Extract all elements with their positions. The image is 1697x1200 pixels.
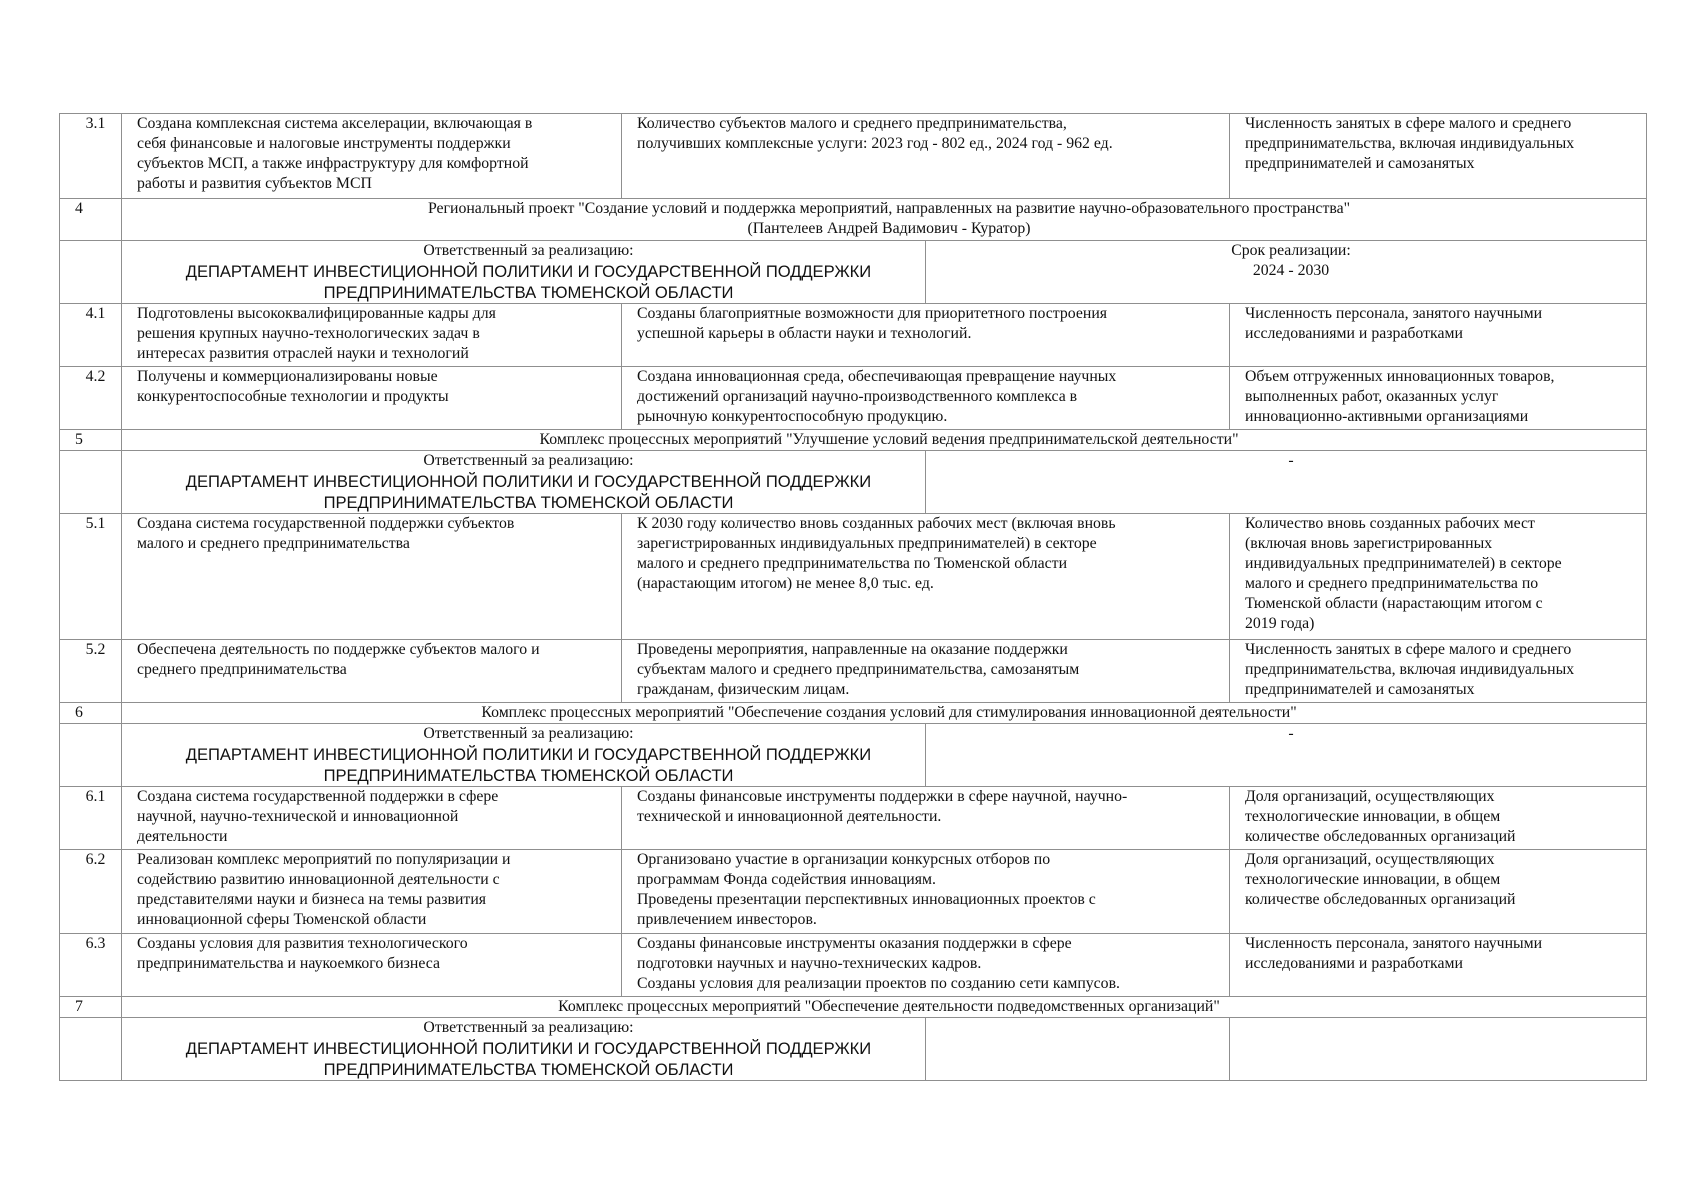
empty-cell (1230, 1018, 1647, 1081)
section-title: Комплекс процессных мероприятий "Улучшение условий ведения предпринимательской деятельности" (122, 430, 1647, 451)
indicator-cell: Доля организаций, осуществляющих технологические инновации, в общем количестве обследованных организаций (1230, 787, 1647, 850)
indicator-cell: Доля организаций, осуществляющих технологические инновации, в общем количестве обследованных организаций (1230, 850, 1647, 934)
responsible-cell: Ответственный за реализацию: ДЕПАРТАМЕНТ ИНВЕСТИЦИОННОЙ ПОЛИТИКИ И ГОСУДАРСТВЕННОЙ ПОДДЕРЖКИ ПРЕДПРИНИМАТЕЛЬСТВА ТЮМЕНСКОЙ ОБЛАСТИ (122, 241, 926, 304)
section-number: 5 (60, 430, 122, 451)
table-row (60, 850, 1647, 934)
section-title: Комплекс процессных мероприятий "Обеспечение деятельности подведомственных организаций" (122, 997, 1647, 1018)
term-cell: Срок реализации: 2024 - 2030 (926, 241, 1647, 304)
section-row (60, 703, 1647, 724)
empty-cell (926, 1018, 1230, 1081)
responsible-row (60, 1018, 1647, 1081)
responsible-row (60, 241, 1647, 304)
section-number: 4 (60, 199, 122, 241)
result-cell: Проведены мероприятия, направленные на оказание поддержки субъектам малого и среднего предпринимательства, самозанятым гражданам, физическим лицам. (622, 640, 1230, 703)
result-cell: Созданы финансовые инструменты поддержки в сфере научной, научно- технической и инновационной деятельности. (622, 787, 1230, 850)
indicator-cell: Численность занятых в сфере малого и среднего предпринимательства, включая индивидуальных предпринимателей и самозанятых (1230, 640, 1647, 703)
section-row (60, 997, 1647, 1018)
row-number: 5.2 (60, 640, 122, 703)
term-cell: - (926, 724, 1647, 787)
responsible-cell: Ответственный за реализацию: ДЕПАРТАМЕНТ ИНВЕСТИЦИОННОЙ ПОЛИТИКИ И ГОСУДАРСТВЕННОЙ ПОДДЕРЖКИ ПРЕДПРИНИМАТЕЛЬСТВА ТЮМЕНСКОЙ ОБЛАСТИ (122, 451, 926, 514)
indicator-cell: Численность занятых в сфере малого и среднего предпринимательства, включая индивидуальных предпринимателей и самозанятых (1230, 114, 1647, 199)
task-cell: Подготовлены высококвалифицированные кадры для решения крупных научно-технологических задач в интересах развития отраслей науки и технологий (122, 304, 622, 367)
result-cell: Организовано участие в организации конкурсных отборов по программам Фонда содействия инновациям. Проведены презентации перспективных инновационных проектов с привлечением инвесторов. (622, 850, 1230, 934)
section-title: Комплекс процессных мероприятий "Обеспечение создания условий для стимулирования инновационной деятельности" (122, 703, 1647, 724)
task-cell: Получены и коммерционализированы новые конкурентоспособные технологии и продукты (122, 367, 622, 430)
table-row (60, 304, 1647, 367)
task-cell: Создана система государственной поддержки субъектов малого и среднего предпринимательства (122, 514, 622, 640)
result-cell: Создана инновационная среда, обеспечивающая превращение научных достижений организаций научно-производственного комплекса в рыночную конкурентоспособную продукцию. (622, 367, 1230, 430)
row-number: 3.1 (60, 114, 122, 199)
responsible-row (60, 451, 1647, 514)
indicator-cell: Численность персонала, занятого научными исследованиями и разработками (1230, 934, 1647, 997)
responsible-cell: Ответственный за реализацию: ДЕПАРТАМЕНТ ИНВЕСТИЦИОННОЙ ПОЛИТИКИ И ГОСУДАРСТВЕННОЙ ПОДДЕРЖКИ ПРЕДПРИНИМАТЕЛЬСТВА ТЮМЕНСКОЙ ОБЛАСТИ (122, 1018, 926, 1081)
result-cell: Созданы благоприятные возможности для приоритетного построения успешной карьеры в области науки и технологий. (622, 304, 1230, 367)
row-number: 6.2 (60, 850, 122, 934)
result-cell: Созданы финансовые инструменты оказания поддержки в сфере подготовки научных и научно-технических кадров. Созданы условия для реализации проектов по созданию сети кампусов. (622, 934, 1230, 997)
table-row (60, 640, 1647, 703)
indicator-cell: Количество вновь созданных рабочих мест (включая вновь зарегистрированных индивидуальных предпринимателей) в секторе малого и среднего предпринимательства по Тюменской области (нарастающим итогом с 2019 года) (1230, 514, 1647, 640)
section-number: 7 (60, 997, 122, 1018)
row-number: 5.1 (60, 514, 122, 640)
table-row (60, 114, 1647, 199)
term-cell: - (926, 451, 1647, 514)
result-cell: К 2030 году количество вновь созданных рабочих мест (включая вновь зарегистрированных индивидуальных предпринимателей) в секторе малого и среднего предпринимательства по Тюменской области (нарастающим итогом) не менее 8,0 тыс. ед. (622, 514, 1230, 640)
task-cell: Создана система государственной поддержки в сфере научной, научно-технической и инновационной деятельности (122, 787, 622, 850)
responsible-row (60, 724, 1647, 787)
table-row (60, 514, 1647, 640)
result-cell: Количество субъектов малого и среднего предпринимательства, получивших комплексные услуги: 2023 год - 802 ед., 2024 год - 962 ед. (622, 114, 1230, 199)
responsible-cell: Ответственный за реализацию: ДЕПАРТАМЕНТ ИНВЕСТИЦИОННОЙ ПОЛИТИКИ И ГОСУДАРСТВЕННОЙ ПОДДЕРЖКИ ПРЕДПРИНИМАТЕЛЬСТВА ТЮМЕНСКОЙ ОБЛАСТИ (122, 724, 926, 787)
table-row (60, 934, 1647, 997)
indicator-cell: Объем отгруженных инновационных товаров, выполненных работ, оказанных услуг инновационно-активными организациями (1230, 367, 1647, 430)
table-row (60, 787, 1647, 850)
task-cell: Обеспечена деятельность по поддержке субъектов малого и среднего предпринимательства (122, 640, 622, 703)
section-row (60, 199, 1647, 241)
row-number: 4.1 (60, 304, 122, 367)
section-title: Региональный проект "Создание условий и поддержка мероприятий, направленных на развитие научно-образовательного пространства" (Пантелеев Андрей Вадимович - Куратор) (122, 199, 1647, 241)
table-row (60, 367, 1647, 430)
task-cell: Реализован комплекс мероприятий по популяризации и содействию развитию инновационной деятельности с представителями науки и бизнеса на темы развития инновационной сферы Тюменской области (122, 850, 622, 934)
row-number: 6.1 (60, 787, 122, 850)
section-number: 6 (60, 703, 122, 724)
indicator-cell: Численность персонала, занятого научными исследованиями и разработками (1230, 304, 1647, 367)
row-number: 6.3 (60, 934, 122, 997)
row-number: 4.2 (60, 367, 122, 430)
task-cell: Созданы условия для развития технологического предпринимательства и наукоемкого бизнеса (122, 934, 622, 997)
section-row (60, 430, 1647, 451)
task-cell: Создана комплексная система акселерации, включающая в себя финансовые и налоговые инструменты поддержки субъектов МСП, а также инфраструктуру для комфортной работы и развития субъектов МСП (122, 114, 622, 199)
structure-table (59, 113, 1647, 1081)
